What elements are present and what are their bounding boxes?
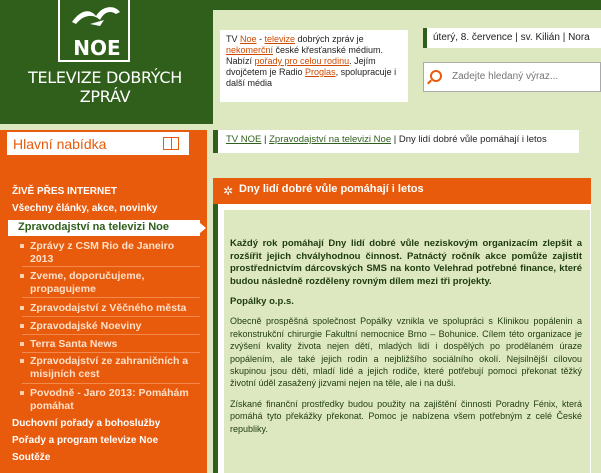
link-nekomercni[interactable]: nekomerční — [226, 45, 274, 55]
divider — [22, 352, 200, 353]
bird-logo-icon — [70, 2, 122, 32]
link-proglas[interactable]: Proglas — [305, 67, 336, 77]
breadcrumb-section[interactable]: Zpravodajství na televizi Noe — [269, 134, 392, 145]
article-paragraph: Obecně prospěšná společnost Popálky vznikla ve spolupráci s Klinikou popálenin a rekonstrukční chirurgie Fakultní nemocnice Brno – Bohunice. Cílem této organizace je zvýšení kvality života nejen dětí, mladých lidí i dospělých po prodělaném úraze popálením, ale také jejich rodin a nejbližšího sociálního okolí. Nejsilnější cílovou skupinou jsou děti, mladí lidé a jejich rodiče, které potřebují pomoci překonat těžký životní úděl zasažený jizvami nejen na těle, ale i na duši. — [230, 316, 582, 389]
main-menu-header — [6, 131, 190, 156]
article-subhead: Popálky o.p.s. — [230, 296, 294, 308]
nav-item-all-articles[interactable]: Všechny články, akce, novinky — [12, 203, 158, 214]
link-noe[interactable]: Noe — [240, 34, 257, 44]
divider — [22, 297, 200, 298]
nav-item-duchovni[interactable]: Duchovní pořady a bohoslužby — [12, 418, 161, 429]
logo-area[interactable] — [0, 0, 207, 124]
subnav-item-povodne[interactable]: Povodně - Jaro 2013: Pomáhám pomáhat — [30, 387, 200, 413]
header-accent-bar — [207, 10, 213, 124]
divider — [22, 266, 200, 267]
ticker-text: české křesťanské médium. Nabízí — [226, 45, 383, 66]
subnav-item-zahranici[interactable]: Zpravodajství ze zahraničních a misijních cest — [30, 355, 200, 381]
search-icon[interactable] — [430, 70, 442, 82]
divider — [22, 383, 200, 384]
article-content — [230, 238, 582, 435]
subnav-item-noeviny[interactable]: Zpravodajské Noeviny — [30, 320, 200, 333]
logo-tagline: TELEVIZE DOBRÝCH ZPRÁV — [27, 68, 182, 106]
article-title-bar — [213, 178, 591, 204]
logo-mark — [58, 0, 130, 62]
ticker-text: TV — [226, 34, 241, 44]
breadcrumb — [213, 130, 579, 153]
subnav-item-vecne-mesto[interactable]: Zpravodajství z Věčného města — [30, 302, 200, 315]
flower-icon: ✲ — [223, 184, 234, 198]
breadcrumb-separator: | — [261, 134, 270, 145]
breadcrumb-current: Dny lidí dobré vůle pomáhají i letos — [398, 134, 547, 145]
ticker-text: dobrých zpráv je — [295, 34, 364, 44]
ticker-text: . Jejím dvojčetem je Radio — [226, 56, 376, 77]
nav-item-porady[interactable]: Pořady a program televize Noe — [12, 435, 159, 446]
header-stripe — [207, 0, 601, 10]
divider — [0, 124, 207, 130]
ticker-text: - — [256, 34, 265, 44]
nav-item-souteze[interactable]: Soutěže — [12, 452, 51, 463]
divider — [22, 316, 200, 317]
divider — [22, 334, 200, 335]
article-lead: Každý rok pomáhají Dny lidí dobré vůle neziskovým organizacím zlepšit a rozšířit jejich chvályhodnou činnost. Patnáctý ročník akce pomůže zajistit prostřednictvím dárcovských SMS na konto Velehrad potřebné finance, které budou následně rozděleny rovným dílem mezi tři projekty. — [230, 238, 582, 287]
subnav-item-rio[interactable]: Zprávy z CSM Rio de Janeiro 2013 — [30, 240, 200, 266]
date-display: úterý, 8. července | sv. Kilián | Nora — [423, 28, 601, 48]
ticker-text: , spolupracuje i další média — [226, 67, 397, 88]
subnav-item-zveme[interactable]: Zveme, doporučujeme, propagujeme — [30, 270, 200, 296]
article-paragraph: Získané finanční prostředky budou použity na zajištění činnosti Poradny Fénix, která pomáhá tyto překážky překonat. Pomoc je nabízena všem potřebným z celé České republiky. — [230, 398, 582, 434]
intro-ticker — [220, 30, 408, 102]
article-title: Dny lidí dobré vůle pomáhají i letos — [239, 183, 424, 195]
article-body — [224, 210, 590, 473]
link-porady[interactable]: pořady pro celou rodinu — [254, 56, 350, 66]
search-input[interactable] — [452, 71, 592, 82]
subnav-item-terra-santa[interactable]: Terra Santa News — [30, 338, 200, 351]
nav-item-news-label: Zpravodajství na televizi Noe — [18, 221, 169, 233]
search-box[interactable] — [423, 62, 601, 92]
breadcrumb-home[interactable]: TV NOE — [226, 134, 262, 145]
main-menu-title: Hlavní nabídka — [13, 136, 107, 152]
book-icon — [163, 137, 179, 150]
nav-item-news-active[interactable] — [8, 220, 200, 236]
nav-item-live[interactable]: ŽIVĚ PŘES INTERNET — [12, 186, 118, 197]
breadcrumb-separator: | — [391, 134, 399, 145]
logo-text: NOE — [73, 36, 121, 60]
link-televize[interactable]: televize — [264, 34, 296, 44]
